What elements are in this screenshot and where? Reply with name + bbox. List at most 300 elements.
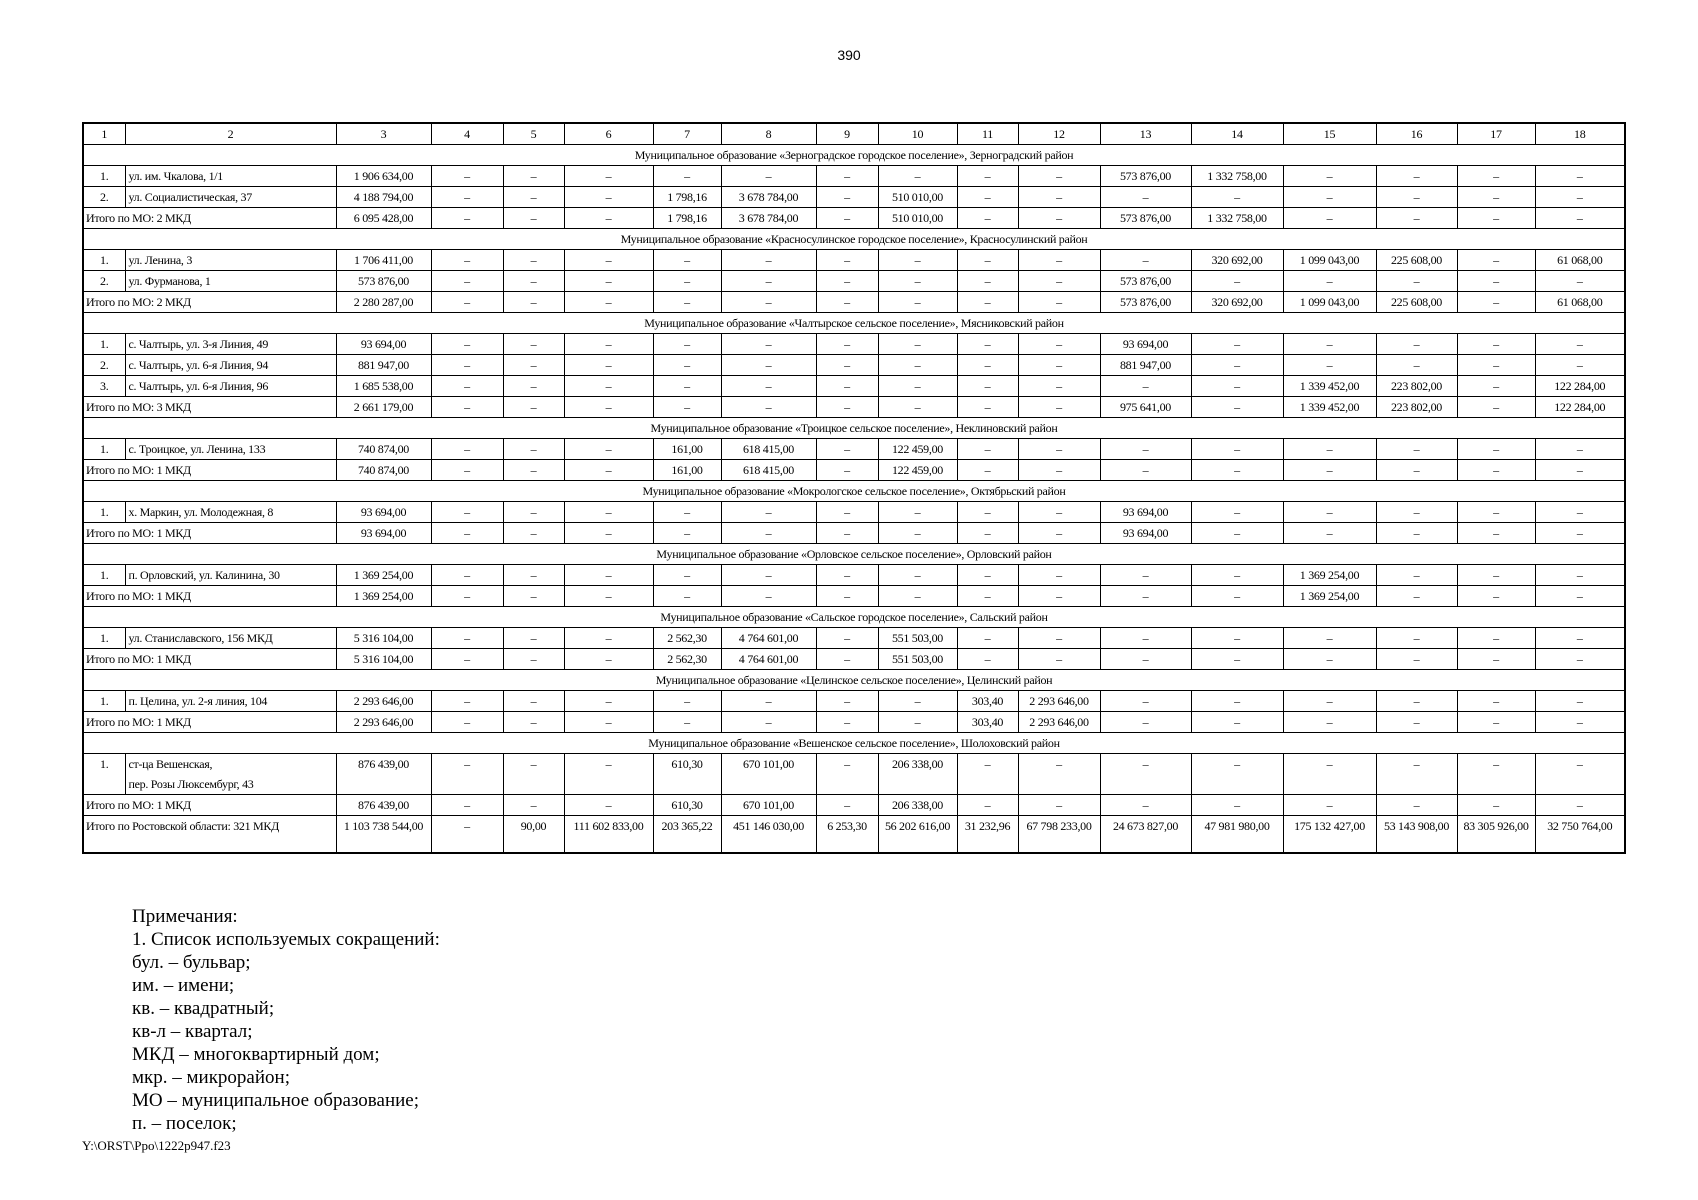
section-title: Муниципальное образование «Чалтырское сельское поселение», Мясниковский район (83, 313, 1625, 334)
table-row (83, 691, 1625, 712)
value-cell: 93 694,00 (1100, 523, 1191, 544)
value-cell: – (1191, 271, 1283, 292)
section-title-row (83, 229, 1625, 250)
value-cell: 90,00 (503, 816, 564, 854)
value-cell: – (816, 712, 878, 733)
subtotal-row (83, 586, 1625, 607)
value-cell: – (1100, 250, 1191, 271)
value-cell: – (1457, 439, 1535, 460)
value-cell: – (1191, 691, 1283, 712)
value-cell: – (878, 355, 957, 376)
subtotal-label: Итого по МО: 1 МКД (83, 586, 336, 607)
value-cell: – (1191, 795, 1283, 816)
value-cell: – (431, 691, 503, 712)
table-row (83, 355, 1625, 376)
column-header: 11 (957, 123, 1018, 145)
column-header: 5 (503, 123, 564, 145)
row-number: 1. (83, 691, 125, 712)
value-cell: – (1535, 460, 1625, 481)
value-cell: – (503, 187, 564, 208)
value-cell: 122 284,00 (1535, 376, 1625, 397)
value-cell: – (1191, 586, 1283, 607)
value-cell: – (503, 586, 564, 607)
value-cell: – (503, 628, 564, 649)
value-cell: – (431, 712, 503, 733)
value-cell: – (1457, 712, 1535, 733)
value-cell: – (431, 334, 503, 355)
value-cell: 2 562,30 (653, 628, 721, 649)
value-cell: – (816, 691, 878, 712)
value-cell: – (878, 523, 957, 544)
value-cell: 111 602 833,00 (564, 816, 653, 854)
table-body (83, 123, 1625, 853)
value-cell: 2 293 646,00 (336, 691, 431, 712)
value-cell: – (1535, 187, 1625, 208)
column-header: 15 (1283, 123, 1376, 145)
value-cell: – (1018, 397, 1100, 418)
value-cell: – (564, 208, 653, 229)
address-cell: х. Маркин, ул. Молодежная, 8 (125, 502, 336, 523)
section-title: Муниципальное образование «Зерноградское городское поселение», Зерноградский район (83, 145, 1625, 166)
column-header: 2 (125, 123, 336, 145)
section-title: Муниципальное образование «Красносулинское городское поселение», Красносулинский район (83, 229, 1625, 250)
section-title: Муниципальное образование «Троицкое сельское поселение», Неклиновский район (83, 418, 1625, 439)
value-cell: – (1457, 292, 1535, 313)
value-cell: – (816, 376, 878, 397)
value-cell: – (1283, 208, 1376, 229)
row-number: 2. (83, 355, 125, 376)
value-cell: – (431, 523, 503, 544)
subtotal-row (83, 523, 1625, 544)
subtotal-row (83, 208, 1625, 229)
value-cell: – (1535, 586, 1625, 607)
value-cell: 1 332 758,00 (1191, 208, 1283, 229)
value-cell: – (878, 397, 957, 418)
value-cell: – (1191, 523, 1283, 544)
value-cell: – (721, 523, 816, 544)
value-cell: 1 369 254,00 (336, 565, 431, 586)
value-cell: – (431, 187, 503, 208)
value-cell: – (431, 166, 503, 187)
value-cell: – (564, 586, 653, 607)
value-cell: – (431, 795, 503, 816)
value-cell: – (878, 250, 957, 271)
value-cell: – (1376, 334, 1457, 355)
value-cell: – (653, 691, 721, 712)
value-cell: – (1283, 712, 1376, 733)
section-title-row (83, 544, 1625, 565)
value-cell: – (1018, 586, 1100, 607)
value-cell: – (431, 271, 503, 292)
value-cell: – (957, 271, 1018, 292)
value-cell: – (503, 376, 564, 397)
value-cell: – (1535, 334, 1625, 355)
value-cell: 56 202 616,00 (878, 816, 957, 854)
value-cell: – (1191, 712, 1283, 733)
value-cell: – (816, 565, 878, 586)
value-cell: – (1376, 586, 1457, 607)
value-cell: 67 798 233,00 (1018, 816, 1100, 854)
value-cell: – (957, 334, 1018, 355)
value-cell: – (1535, 691, 1625, 712)
value-cell: – (1457, 271, 1535, 292)
value-cell: 122 459,00 (878, 439, 957, 460)
section-title-row (83, 145, 1625, 166)
value-cell: – (1457, 460, 1535, 481)
value-cell: – (503, 649, 564, 670)
value-cell: 61 068,00 (1535, 250, 1625, 271)
row-number: 1. (83, 334, 125, 355)
row-number: 3. (83, 376, 125, 397)
value-cell: – (503, 355, 564, 376)
value-cell: – (503, 795, 564, 816)
value-cell: – (1283, 691, 1376, 712)
note-line: кв-л – квартал; (132, 1021, 253, 1042)
value-cell: 93 694,00 (1100, 502, 1191, 523)
note-line: им. – имени; (132, 975, 235, 996)
value-cell: – (1457, 502, 1535, 523)
table-row (83, 250, 1625, 271)
value-cell: 122 459,00 (878, 460, 957, 481)
value-cell: 161,00 (653, 460, 721, 481)
value-cell: – (503, 502, 564, 523)
value-cell: – (957, 355, 1018, 376)
value-cell: – (653, 355, 721, 376)
value-cell: 4 188 794,00 (336, 187, 431, 208)
value-cell: – (1100, 586, 1191, 607)
value-cell: 1 103 738 544,00 (336, 816, 431, 854)
value-cell: – (721, 334, 816, 355)
section-title: Муниципальное образование «Вешенское сельское поселение», Шолоховский район (83, 733, 1625, 754)
value-cell: – (653, 250, 721, 271)
section-title-row (83, 418, 1625, 439)
value-cell: – (1283, 187, 1376, 208)
address-cell: с. Чалтырь, ул. 6-я Линия, 96 (125, 376, 336, 397)
column-header: 9 (816, 123, 878, 145)
value-cell: – (878, 376, 957, 397)
value-cell: – (503, 754, 564, 795)
value-cell: 618 415,00 (721, 460, 816, 481)
column-header: 8 (721, 123, 816, 145)
value-cell: 175 132 427,00 (1283, 816, 1376, 854)
note-line: бул. – бульвар; (132, 952, 251, 973)
value-cell: – (564, 439, 653, 460)
value-cell: – (1535, 502, 1625, 523)
address-cell: с. Чалтырь, ул. 6-я Линия, 94 (125, 355, 336, 376)
address-cell: ул. Социалистическая, 37 (125, 187, 336, 208)
value-cell: – (431, 628, 503, 649)
value-cell: 670 101,00 (721, 795, 816, 816)
section-title: Муниципальное образование «Орловское сельское поселение», Орловский район (83, 544, 1625, 565)
value-cell: – (957, 397, 1018, 418)
value-cell: – (816, 397, 878, 418)
value-cell: 223 802,00 (1376, 397, 1457, 418)
value-cell: – (503, 292, 564, 313)
data-table (82, 122, 1626, 854)
value-cell: 573 876,00 (1100, 208, 1191, 229)
value-cell: – (1535, 795, 1625, 816)
row-number: 1. (83, 754, 125, 795)
value-cell: – (1376, 754, 1457, 795)
value-cell: – (721, 355, 816, 376)
value-cell: – (431, 565, 503, 586)
value-cell: 225 608,00 (1376, 250, 1457, 271)
value-cell: – (1457, 691, 1535, 712)
value-cell: – (957, 649, 1018, 670)
value-cell: – (1457, 187, 1535, 208)
header-row (83, 123, 1625, 145)
value-cell: – (431, 439, 503, 460)
value-cell: – (1376, 628, 1457, 649)
value-cell: – (564, 334, 653, 355)
value-cell: – (1018, 460, 1100, 481)
column-header: 10 (878, 123, 957, 145)
value-cell: 451 146 030,00 (721, 816, 816, 854)
section-title: Муниципальное образование «Мокрологское сельское поселение», Октябрьский район (83, 481, 1625, 502)
subtotal-label: Итого по МО: 2 МКД (83, 208, 336, 229)
file-path-footer: Y:\ORST\Ppo\1222p947.f23 (82, 1138, 231, 1153)
table-row (83, 166, 1625, 187)
value-cell: – (564, 795, 653, 816)
value-cell: 2 293 646,00 (336, 712, 431, 733)
value-cell: – (1535, 271, 1625, 292)
table-row (83, 271, 1625, 292)
value-cell: – (878, 712, 957, 733)
value-cell: – (653, 397, 721, 418)
value-cell: – (1457, 649, 1535, 670)
value-cell: – (653, 586, 721, 607)
value-cell: – (503, 439, 564, 460)
value-cell: 573 876,00 (1100, 166, 1191, 187)
column-header: 3 (336, 123, 431, 145)
value-cell: – (957, 565, 1018, 586)
address-cell: ул. Фурманова, 1 (125, 271, 336, 292)
value-cell: – (1376, 187, 1457, 208)
value-cell: – (816, 439, 878, 460)
value-cell: – (957, 795, 1018, 816)
note-line: п. – поселок; (132, 1113, 237, 1134)
section-title-row (83, 733, 1625, 754)
table-row (83, 502, 1625, 523)
notes-title: Примечания: (132, 906, 238, 927)
value-cell: – (1283, 628, 1376, 649)
value-cell: – (431, 292, 503, 313)
value-cell: 61 068,00 (1535, 292, 1625, 313)
value-cell: – (1457, 355, 1535, 376)
value-cell: 876 439,00 (336, 795, 431, 816)
value-cell: – (878, 502, 957, 523)
address-cell: ст-ца Вешенская, пер. Розы Люксембург, 43 (125, 754, 336, 795)
value-cell: 551 503,00 (878, 628, 957, 649)
value-cell: 24 673 827,00 (1100, 816, 1191, 854)
row-number: 2. (83, 187, 125, 208)
value-cell: 93 694,00 (336, 502, 431, 523)
value-cell: – (503, 712, 564, 733)
value-cell: – (564, 628, 653, 649)
value-cell: – (1018, 649, 1100, 670)
value-cell: 1 706 411,00 (336, 250, 431, 271)
address-cell: ул. Станиславского, 156 МКД (125, 628, 336, 649)
subtotal-label: Итого по МО: 2 МКД (83, 292, 336, 313)
value-cell: – (653, 292, 721, 313)
note-line: кв. – квадратный; (132, 998, 275, 1019)
value-cell: – (1376, 523, 1457, 544)
value-cell: 5 316 104,00 (336, 628, 431, 649)
value-cell: – (1191, 754, 1283, 795)
value-cell: – (564, 754, 653, 795)
value-cell: – (1283, 334, 1376, 355)
value-cell: 303,40 (957, 712, 1018, 733)
subtotal-row (83, 712, 1625, 733)
value-cell: – (878, 586, 957, 607)
subtotal-label: Итого по МО: 1 МКД (83, 712, 336, 733)
value-cell: – (721, 691, 816, 712)
value-cell: – (1376, 691, 1457, 712)
value-cell: 6 095 428,00 (336, 208, 431, 229)
column-header: 14 (1191, 123, 1283, 145)
value-cell: – (1457, 334, 1535, 355)
column-header: 7 (653, 123, 721, 145)
value-cell: – (1457, 250, 1535, 271)
value-cell: – (1376, 355, 1457, 376)
value-cell: 1 906 634,00 (336, 166, 431, 187)
value-cell: 206 338,00 (878, 795, 957, 816)
value-cell: – (564, 460, 653, 481)
value-cell: – (1018, 166, 1100, 187)
value-cell: – (503, 250, 564, 271)
value-cell: – (431, 586, 503, 607)
value-cell: – (1376, 439, 1457, 460)
value-cell: – (1283, 754, 1376, 795)
value-cell: 1 099 043,00 (1283, 292, 1376, 313)
value-cell: 122 284,00 (1535, 397, 1625, 418)
notes-block (132, 905, 440, 1135)
value-cell: 3 678 784,00 (721, 187, 816, 208)
value-cell: – (1535, 712, 1625, 733)
subtotal-label: Итого по МО: 1 МКД (83, 795, 336, 816)
value-cell: 876 439,00 (336, 754, 431, 795)
note-line: 1. Список используемых сокращений: (132, 929, 440, 950)
value-cell: – (564, 649, 653, 670)
value-cell: – (878, 271, 957, 292)
value-cell: – (431, 502, 503, 523)
value-cell: – (1018, 187, 1100, 208)
note-line: мкр. – микрорайон; (132, 1067, 290, 1088)
value-cell: 83 305 926,00 (1457, 816, 1535, 854)
value-cell: 2 293 646,00 (1018, 691, 1100, 712)
address-cell: п. Орловский, ул. Калинина, 30 (125, 565, 336, 586)
value-cell: 4 764 601,00 (721, 628, 816, 649)
value-cell: – (721, 166, 816, 187)
value-cell: 225 608,00 (1376, 292, 1457, 313)
value-cell: – (878, 334, 957, 355)
value-cell: – (1457, 565, 1535, 586)
value-cell: 320 692,00 (1191, 292, 1283, 313)
value-cell: 1 685 538,00 (336, 376, 431, 397)
value-cell: – (957, 460, 1018, 481)
value-cell: – (957, 754, 1018, 795)
value-cell: – (1283, 460, 1376, 481)
value-cell: 1 099 043,00 (1283, 250, 1376, 271)
value-cell: – (564, 355, 653, 376)
value-cell: – (1376, 795, 1457, 816)
value-cell: – (816, 502, 878, 523)
value-cell: – (1100, 376, 1191, 397)
value-cell: – (1283, 523, 1376, 544)
value-cell: – (564, 523, 653, 544)
value-cell: – (1535, 565, 1625, 586)
value-cell: – (1191, 502, 1283, 523)
column-header: 12 (1018, 123, 1100, 145)
value-cell: 32 750 764,00 (1535, 816, 1625, 854)
value-cell: 47 981 980,00 (1191, 816, 1283, 854)
table-row (83, 334, 1625, 355)
value-cell: – (1457, 208, 1535, 229)
value-cell: – (1018, 754, 1100, 795)
value-cell: 2 661 179,00 (336, 397, 431, 418)
row-number: 1. (83, 565, 125, 586)
value-cell: – (816, 271, 878, 292)
value-cell: – (1018, 355, 1100, 376)
value-cell: – (957, 187, 1018, 208)
value-cell: – (816, 523, 878, 544)
value-cell: – (816, 628, 878, 649)
value-cell: 203 365,22 (653, 816, 721, 854)
value-cell: – (721, 397, 816, 418)
value-cell: 93 694,00 (336, 334, 431, 355)
value-cell: – (431, 397, 503, 418)
value-cell: 1 369 254,00 (1283, 565, 1376, 586)
value-cell: – (653, 376, 721, 397)
value-cell: – (1457, 754, 1535, 795)
value-cell: – (431, 460, 503, 481)
value-cell: 31 232,96 (957, 816, 1018, 854)
value-cell: 881 947,00 (1100, 355, 1191, 376)
address-cell: п. Целина, ул. 2-я линия, 104 (125, 691, 336, 712)
column-header: 16 (1376, 123, 1457, 145)
value-cell: – (721, 292, 816, 313)
value-cell: – (1018, 439, 1100, 460)
value-cell: – (1100, 649, 1191, 670)
value-cell: – (816, 649, 878, 670)
value-cell: – (816, 250, 878, 271)
value-cell: 573 876,00 (1100, 271, 1191, 292)
value-cell: 2 562,30 (653, 649, 721, 670)
value-cell: – (721, 250, 816, 271)
value-cell: – (653, 271, 721, 292)
subtotal-label: Итого по МО: 1 МКД (83, 523, 336, 544)
value-cell: – (1191, 565, 1283, 586)
value-cell: 610,30 (653, 795, 721, 816)
value-cell: – (503, 565, 564, 586)
value-cell: – (816, 460, 878, 481)
value-cell: 3 678 784,00 (721, 208, 816, 229)
value-cell: – (1191, 649, 1283, 670)
value-cell: – (1283, 439, 1376, 460)
value-cell: 551 503,00 (878, 649, 957, 670)
value-cell: – (653, 334, 721, 355)
subtotal-row (83, 397, 1625, 418)
value-cell: – (957, 166, 1018, 187)
value-cell: – (564, 502, 653, 523)
value-cell: – (816, 795, 878, 816)
value-cell: – (957, 502, 1018, 523)
value-cell: – (1018, 271, 1100, 292)
value-cell: – (1100, 795, 1191, 816)
value-cell: – (1100, 565, 1191, 586)
value-cell: 1 332 758,00 (1191, 166, 1283, 187)
value-cell: – (503, 460, 564, 481)
